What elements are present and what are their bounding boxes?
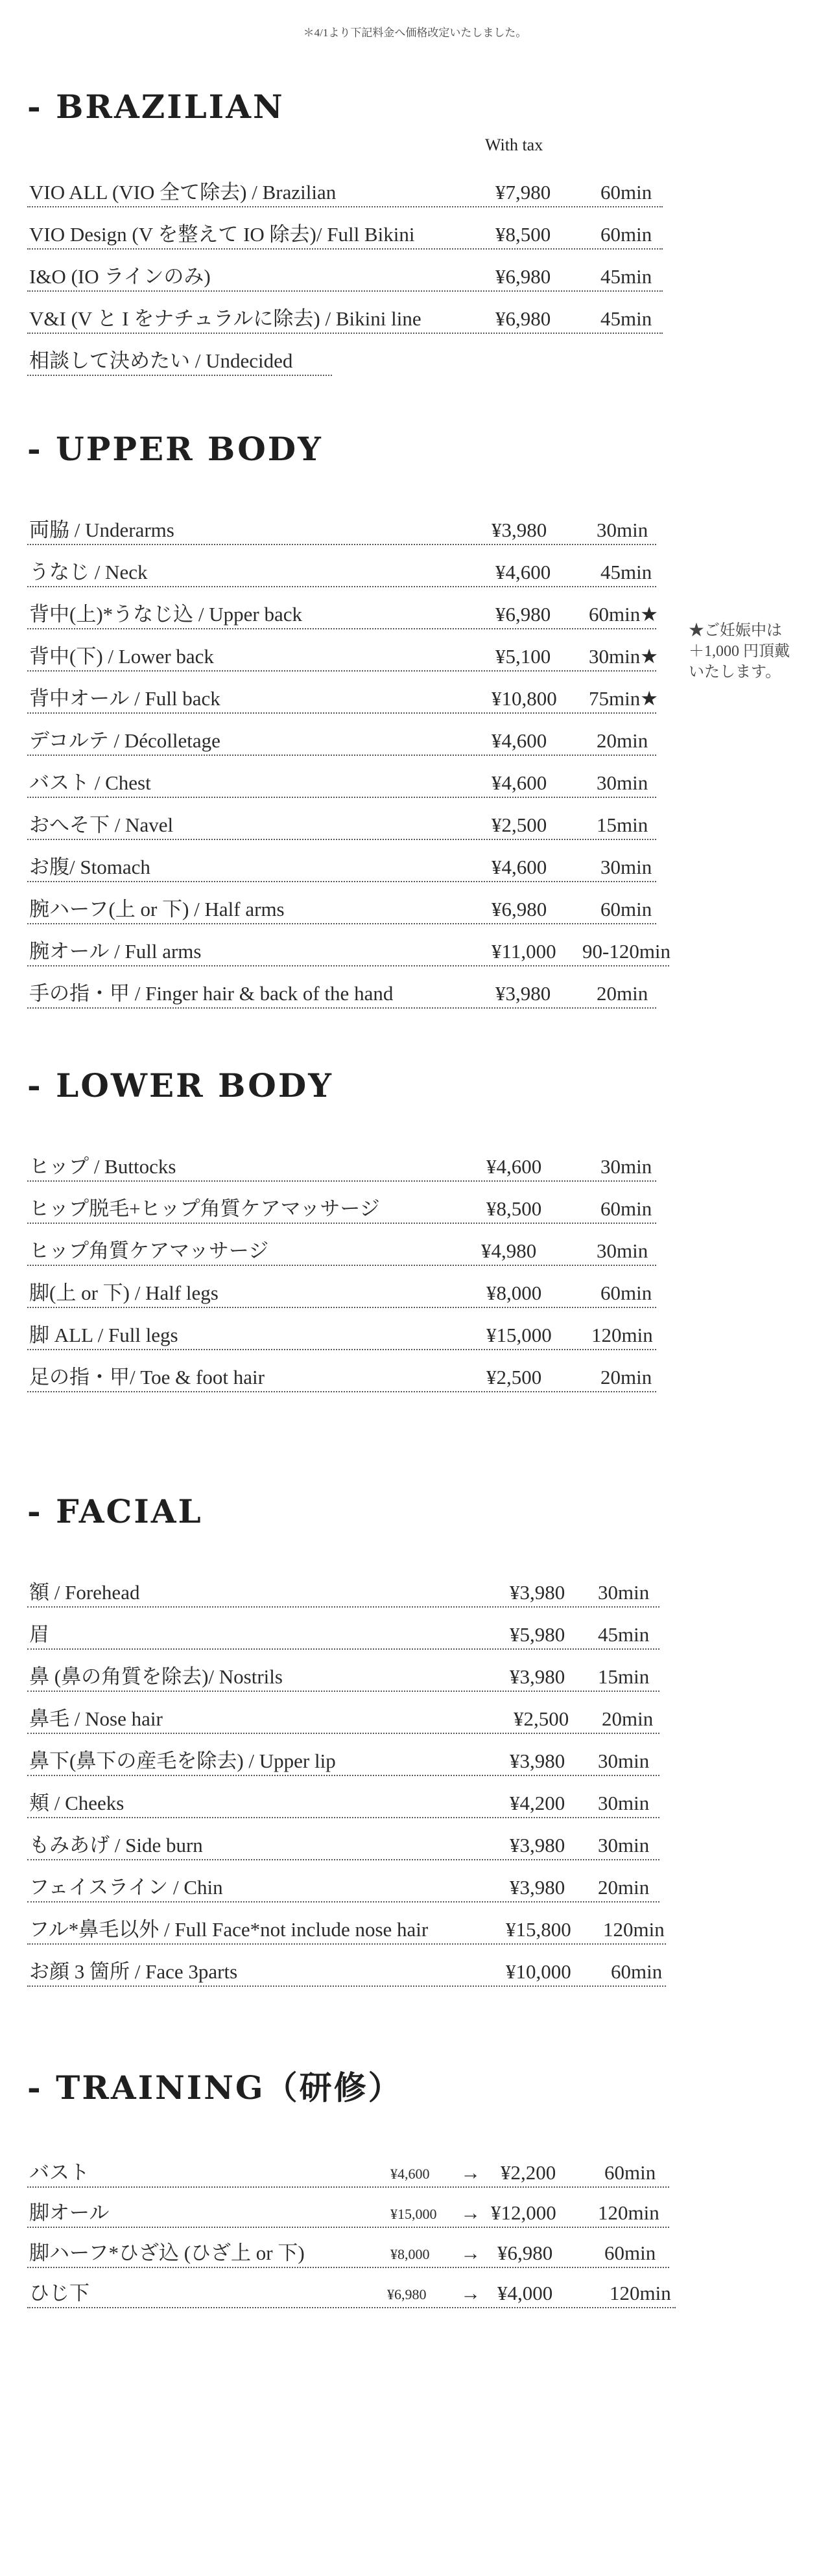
item-price: ¥6,980 bbox=[497, 2242, 553, 2264]
dotted-underline bbox=[27, 1985, 666, 1987]
item-name: 腕ハーフ(上 or 下) / Half arms bbox=[29, 898, 285, 920]
item-price: ¥4,600 bbox=[492, 771, 547, 794]
item-price: ¥4,980 bbox=[481, 1239, 537, 1262]
item-time: 60min bbox=[600, 898, 652, 920]
item-time: 30min bbox=[600, 1155, 652, 1178]
arrow-right-icon: → bbox=[460, 2161, 480, 2184]
dotted-underline bbox=[27, 1733, 659, 1734]
item-old-price: ¥6,980 bbox=[387, 2286, 427, 2302]
item-price: ¥5,980 bbox=[510, 1623, 565, 1646]
item-name: ヒップ / Buttocks bbox=[29, 1155, 176, 1178]
item-price: ¥6,980 bbox=[495, 307, 551, 330]
dotted-underline bbox=[27, 797, 656, 798]
item-price: ¥3,980 bbox=[510, 1876, 565, 1899]
price-row bbox=[27, 2279, 689, 2308]
item-time: 30min bbox=[597, 771, 648, 794]
item-time: 30min bbox=[600, 856, 652, 878]
dotted-underline bbox=[27, 206, 663, 207]
item-price: ¥3,980 bbox=[495, 982, 551, 1005]
section-upper-body bbox=[27, 430, 689, 1005]
dotted-underline bbox=[27, 1349, 656, 1350]
price-row bbox=[27, 1363, 689, 1392]
price-row bbox=[27, 558, 689, 587]
pregnancy-note-line: いたします。 bbox=[689, 664, 781, 681]
item-time: 60min★ bbox=[589, 603, 659, 626]
item-name: 鼻下(鼻下の産毛を除去) / Upper lip bbox=[29, 1750, 336, 1772]
item-name: 背中オール / Full back bbox=[29, 687, 220, 710]
arrow-right-icon: → bbox=[460, 2282, 480, 2304]
item-name: ひじ下 bbox=[29, 2282, 89, 2304]
section-brazilian bbox=[27, 88, 689, 372]
dotted-underline bbox=[27, 375, 332, 376]
item-price: ¥8,000 bbox=[486, 1282, 542, 1304]
item-time: 60min bbox=[604, 2242, 656, 2264]
item-name: V&I (V と I をナチュラルに除去) / Bikini line bbox=[29, 307, 421, 330]
item-price: ¥15,000 bbox=[486, 1324, 552, 1346]
item-price: ¥3,980 bbox=[510, 1665, 565, 1688]
dotted-underline bbox=[27, 628, 656, 629]
price-row bbox=[27, 811, 689, 839]
price-row bbox=[27, 1915, 689, 1944]
item-time: 45min bbox=[600, 561, 652, 583]
dotted-underline bbox=[27, 248, 663, 250]
price-row bbox=[27, 2239, 689, 2267]
item-time: 30min★ bbox=[589, 645, 659, 668]
item-price: ¥2,500 bbox=[492, 814, 547, 836]
price-row bbox=[27, 220, 689, 249]
dotted-underline bbox=[27, 2186, 669, 2188]
arrow-right-icon: → bbox=[460, 2242, 480, 2264]
item-price: ¥4,600 bbox=[486, 1155, 542, 1178]
dotted-underline bbox=[27, 2307, 676, 2308]
dotted-underline bbox=[27, 333, 663, 334]
dotted-underline bbox=[27, 586, 656, 587]
item-time: 30min bbox=[598, 1581, 650, 1604]
item-name: 背中(下) / Lower back bbox=[29, 645, 214, 668]
item-name: フル*鼻毛以外 / Full Face*not include nose hair bbox=[29, 1918, 429, 1941]
item-name: もみあげ / Side burn bbox=[29, 1834, 203, 1856]
dotted-underline bbox=[27, 923, 656, 924]
item-time: 60min bbox=[600, 1282, 652, 1304]
arrow-right-icon: → bbox=[460, 2201, 480, 2224]
dotted-underline bbox=[27, 290, 663, 292]
item-name: 眉 bbox=[29, 1623, 49, 1646]
dotted-underline bbox=[27, 839, 656, 840]
price-row bbox=[27, 1279, 689, 1307]
dotted-underline bbox=[27, 544, 656, 545]
section-lower-body bbox=[27, 1066, 689, 1388]
item-name: 脚 ALL / Full legs bbox=[29, 1324, 178, 1346]
item-name: フェイスライン / Chin bbox=[29, 1876, 223, 1899]
item-price: ¥12,000 bbox=[491, 2201, 556, 2224]
item-name: お腹/ Stomach bbox=[29, 856, 150, 878]
item-price: ¥4,600 bbox=[492, 856, 547, 878]
price-row bbox=[27, 347, 689, 375]
item-price: ¥2,500 bbox=[514, 1707, 569, 1730]
item-price: ¥3,980 bbox=[510, 1581, 565, 1604]
item-time: 20min bbox=[600, 1366, 652, 1388]
item-name: 頬 / Cheeks bbox=[29, 1792, 124, 1814]
dotted-underline bbox=[27, 1859, 659, 1860]
dotted-underline bbox=[27, 1265, 656, 1266]
item-price: ¥4,600 bbox=[492, 729, 547, 752]
price-row bbox=[27, 1873, 689, 1902]
dotted-underline bbox=[27, 1007, 656, 1009]
price-row bbox=[27, 2199, 689, 2227]
item-old-price: ¥15,000 bbox=[390, 2206, 437, 2222]
price-row bbox=[27, 1321, 689, 1350]
dotted-underline bbox=[27, 1901, 659, 1903]
item-price: ¥4,200 bbox=[510, 1792, 565, 1814]
dotted-underline bbox=[27, 670, 656, 672]
item-time: 30min bbox=[597, 1239, 648, 1262]
item-price: ¥8,500 bbox=[486, 1197, 542, 1220]
dotted-underline bbox=[27, 881, 656, 882]
dotted-underline bbox=[27, 1180, 656, 1182]
pregnancy-note-line: ★ご妊娠中は bbox=[689, 622, 782, 639]
item-price: ¥6,980 bbox=[495, 265, 551, 288]
price-row bbox=[27, 1663, 689, 1691]
price-row bbox=[27, 1831, 689, 1860]
price-row bbox=[27, 1621, 689, 1649]
dotted-underline bbox=[27, 1775, 659, 1776]
section-title-brazilian: - BRAZILIAN bbox=[27, 88, 285, 126]
item-price: ¥2,500 bbox=[486, 1366, 542, 1388]
item-name: ヒップ角質ケアマッサージ bbox=[29, 1239, 269, 1262]
price-row bbox=[27, 1705, 689, 1733]
price-row bbox=[27, 1237, 689, 1265]
item-name: ヒップ脱毛+ヒップ角質ケアマッサージ bbox=[29, 1197, 380, 1220]
dotted-underline bbox=[27, 2267, 669, 2268]
item-name: 鼻毛 / Nose hair bbox=[29, 1707, 163, 1730]
item-time: 120min bbox=[610, 2282, 671, 2304]
dotted-underline bbox=[27, 1691, 659, 1692]
item-name: 腕オール / Full arms bbox=[29, 940, 202, 963]
pregnancy-note-line: ＋1,000 円頂戴 bbox=[689, 643, 790, 660]
item-time: 20min bbox=[598, 1876, 650, 1899]
price-change-notice: ＊4/1より下記料金へ価格改定いたしました。 bbox=[303, 27, 527, 39]
dotted-underline bbox=[27, 1391, 656, 1392]
item-name: 両脇 / Underarms bbox=[29, 519, 174, 541]
price-row bbox=[27, 305, 689, 333]
price-row bbox=[27, 1789, 689, 1818]
price-row bbox=[27, 895, 689, 924]
price-row bbox=[27, 769, 689, 797]
item-price: ¥3,980 bbox=[510, 1834, 565, 1856]
section-training bbox=[27, 2068, 689, 2304]
section-title-training: - TRAINING（研修） bbox=[27, 2068, 403, 2107]
item-price: ¥15,800 bbox=[506, 1918, 571, 1941]
price-row bbox=[27, 2159, 689, 2187]
item-time: 45min bbox=[600, 307, 652, 330]
item-price: ¥2,200 bbox=[501, 2161, 556, 2184]
item-time: 120min bbox=[603, 1918, 665, 1941]
item-old-price: ¥4,600 bbox=[390, 2166, 430, 2182]
item-name: I&O (IO ラインのみ) bbox=[29, 265, 211, 288]
dotted-underline bbox=[27, 755, 656, 756]
section-title-facial: - FACIAL bbox=[27, 1492, 203, 1530]
item-name: バスト bbox=[29, 2161, 89, 2184]
item-price: ¥3,980 bbox=[510, 1750, 565, 1772]
item-time: 15min bbox=[597, 814, 648, 836]
item-name: おへそ下 / Navel bbox=[29, 814, 174, 836]
item-price: ¥7,980 bbox=[495, 181, 551, 204]
item-price: ¥10,800 bbox=[492, 687, 557, 710]
item-name: 足の指・甲/ Toe & foot hair bbox=[29, 1366, 265, 1388]
pregnancy-note bbox=[689, 620, 818, 683]
item-price: ¥6,980 bbox=[492, 898, 547, 920]
item-name: 脚オール bbox=[29, 2201, 110, 2224]
item-time: 30min bbox=[598, 1834, 650, 1856]
item-price: ¥8,500 bbox=[495, 223, 551, 246]
item-time: 75min★ bbox=[589, 687, 659, 710]
price-row bbox=[27, 516, 689, 544]
price-row bbox=[27, 1958, 689, 1986]
with-tax-label: With tax bbox=[485, 135, 543, 154]
item-time: 30min bbox=[598, 1792, 650, 1814]
item-time: 45min bbox=[598, 1623, 650, 1646]
item-name: 手の指・甲 / Finger hair & back of the hand bbox=[29, 982, 394, 1005]
item-time: 90-120min bbox=[582, 940, 671, 963]
item-time: 20min bbox=[597, 982, 648, 1005]
item-name: お顔 3 箇所 / Face 3parts bbox=[29, 1960, 238, 1983]
item-price: ¥3,980 bbox=[492, 519, 547, 541]
item-name: バスト / Chest bbox=[29, 771, 151, 794]
item-time: 120min bbox=[591, 1324, 653, 1346]
price-row bbox=[27, 1578, 689, 1607]
section-title-lower-body: - LOWER BODY bbox=[27, 1066, 333, 1105]
dotted-underline bbox=[27, 965, 669, 966]
dotted-underline bbox=[27, 712, 656, 714]
item-time: 120min bbox=[598, 2201, 659, 2224]
item-name: 背中(上)*うなじ込 / Upper back bbox=[29, 603, 302, 626]
item-time: 60min bbox=[600, 181, 652, 204]
dotted-underline bbox=[27, 1648, 659, 1650]
section-title-upper-body: - UPPER BODY bbox=[27, 430, 323, 468]
item-name: 鼻 (鼻の角質を除去)/ Nostrils bbox=[29, 1665, 283, 1688]
dotted-underline bbox=[27, 2227, 669, 2228]
item-time: 20min bbox=[602, 1707, 654, 1730]
item-name: うなじ / Neck bbox=[29, 561, 148, 583]
item-name: 相談して決めたい / Undecided bbox=[29, 349, 293, 372]
item-price: ¥5,100 bbox=[495, 645, 551, 668]
item-price: ¥6,980 bbox=[495, 603, 551, 626]
price-row bbox=[27, 263, 689, 291]
price-row bbox=[27, 1747, 689, 1775]
price-row bbox=[27, 685, 689, 713]
item-name: VIO Design (V を整えて IO 除去)/ Full Bikini bbox=[29, 223, 415, 246]
price-row bbox=[27, 727, 689, 755]
item-time: 15min bbox=[598, 1665, 650, 1688]
section-facial bbox=[27, 1492, 689, 1983]
price-row bbox=[27, 1153, 689, 1181]
item-name: デコルテ / Décolletage bbox=[29, 729, 220, 752]
item-price: ¥4,000 bbox=[497, 2282, 553, 2304]
dotted-underline bbox=[27, 1817, 659, 1818]
item-time: 20min bbox=[597, 729, 648, 752]
dotted-underline bbox=[27, 1606, 659, 1608]
price-row bbox=[27, 1195, 689, 1223]
dotted-underline bbox=[27, 1943, 666, 1945]
price-row bbox=[27, 178, 689, 207]
price-row bbox=[27, 600, 689, 629]
item-time: 60min bbox=[600, 1197, 652, 1220]
item-time: 60min bbox=[611, 1960, 663, 1983]
item-name: 額 / Forehead bbox=[29, 1581, 140, 1604]
dotted-underline bbox=[27, 1223, 656, 1224]
item-time: 30min bbox=[597, 519, 648, 541]
item-name: 脚(上 or 下) / Half legs bbox=[29, 1282, 219, 1304]
price-row bbox=[27, 853, 689, 882]
item-name: 脚ハーフ*ひざ込 (ひざ上 or 下) bbox=[29, 2242, 305, 2264]
item-name: VIO ALL (VIO 全て除去) / Brazilian bbox=[29, 181, 337, 204]
item-time: 60min bbox=[604, 2161, 656, 2184]
item-time: 45min bbox=[600, 265, 652, 288]
price-row bbox=[27, 642, 689, 671]
item-time: 60min bbox=[600, 223, 652, 246]
dotted-underline bbox=[27, 1307, 656, 1308]
price-row bbox=[27, 979, 689, 1008]
item-price: ¥11,000 bbox=[492, 940, 556, 963]
item-time: 30min bbox=[598, 1750, 650, 1772]
item-old-price: ¥8,000 bbox=[390, 2246, 430, 2262]
price-row bbox=[27, 937, 689, 966]
item-price: ¥4,600 bbox=[495, 561, 551, 583]
item-price: ¥10,000 bbox=[506, 1960, 571, 1983]
